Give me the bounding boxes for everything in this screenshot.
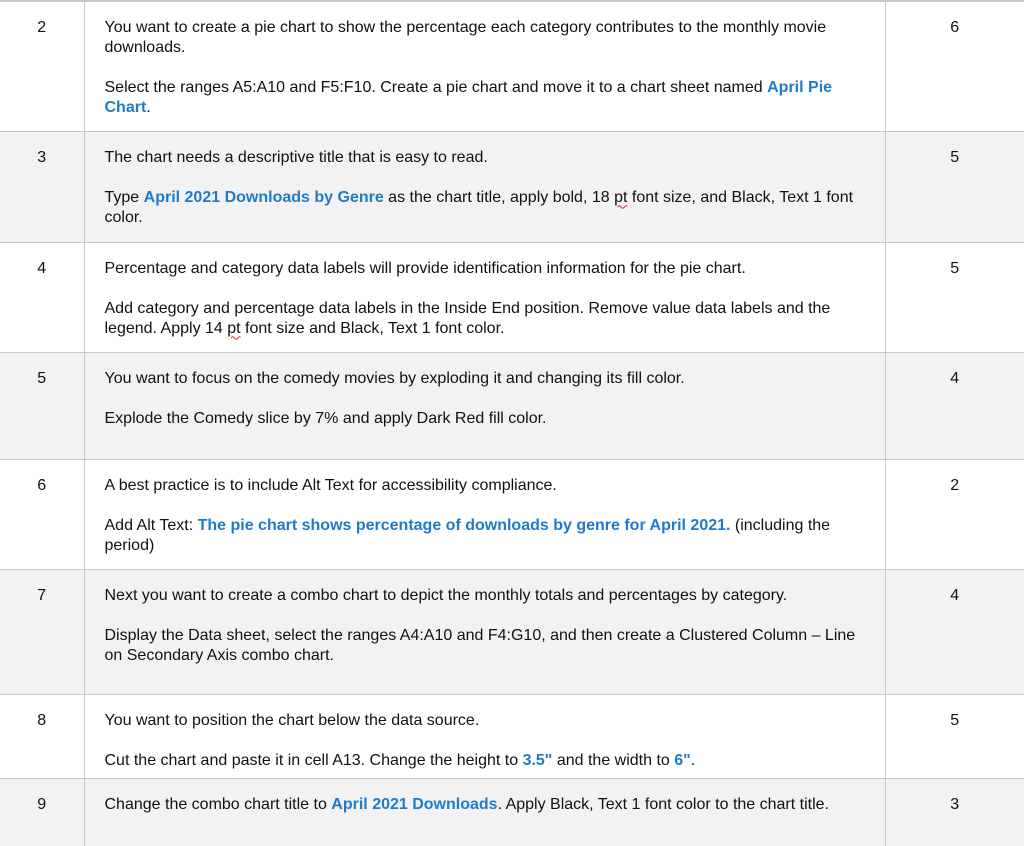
instruction-text: Add Alt Text: [104,516,198,534]
step-row-5 [0,352,1024,459]
instruction-text: . [146,99,151,116]
step-description [84,778,885,846]
step-points: 5 [885,242,1024,352]
step-row-6 [0,459,1024,569]
step-description [84,569,885,694]
step-points: 3 [885,778,1024,846]
highlighted-term: April 2021 Downloads by Genre [143,188,384,206]
step-number: 8 [0,694,84,778]
step-row-7 [0,569,1024,694]
step-description [84,694,885,778]
step-row-4 [0,242,1024,352]
step-number: 2 [0,1,84,131]
instruction-text: font size, and Black, Text 1 font color. [104,188,854,226]
highlighted-term: April Pie Chart [104,79,833,116]
highlighted-term: 3.5" [522,751,553,769]
instruction-text: Add category and percentage data labels in the Inside End position. Remove value data labels and the legend. Apply 14 [104,299,831,337]
step-intro: Percentage and category data labels will provide identification information for the pie chart. [104,259,746,277]
step-intro: A best practice is to include Alt Text for accessibility compliance. [104,476,557,494]
step-row-3 [0,131,1024,242]
step-instruction [105,188,875,228]
highlighted-term: 6" [674,751,691,769]
step-points: 2 [885,459,1024,569]
step-instruction [105,516,875,556]
step-points: 5 [885,131,1024,242]
step-intro: You want to focus on the comedy movies by exploding it and changing its fill color. [104,369,685,387]
step-description [84,352,885,459]
instruction-text: and the width to [552,751,675,769]
step-description [84,459,885,569]
step-intro: The chart needs a descriptive title that is easy to read. [104,148,488,166]
step-number: 4 [0,242,84,352]
instruction-text: as the chart title, apply bold, 18 [383,188,615,206]
spellcheck-flagged-word: pt [227,319,241,337]
step-number: 6 [0,459,84,569]
step-points: 4 [885,569,1024,694]
spellcheck-flagged-word: pt [614,188,628,206]
step-description [84,1,885,131]
step-intro: You want to create a pie chart to show the percentage each category contributes to the monthly movie downloads. [104,19,827,56]
step-intro [105,795,875,815]
instruction-text: (including the period) [104,516,831,554]
instruction-text: Change the combo chart title to [104,795,332,813]
highlighted-term: April 2021 Downloads [331,795,498,813]
instruction-text: font size and Black, Text 1 font color. [240,319,505,337]
step-number: 3 [0,131,84,242]
step-number: 7 [0,569,84,694]
highlighted-term: The pie chart shows percentage of downloads by genre for April 2021. [197,516,731,534]
step-row-8 [0,694,1024,778]
instruction-text: Select the ranges A5:A10 and F5:F10. Create a pie chart and move it to a chart sheet named [104,79,768,96]
step-instruction: Display the Data sheet, select the ranges A4:A10 and F4:G10, and then create a Clustered Column – Line on Secondary Axis combo chart. [104,626,856,664]
step-instruction [105,299,875,339]
step-instruction: Explode the Comedy slice by 7% and apply Dark Red fill color. [104,409,547,427]
step-points: 5 [885,694,1024,778]
step-instruction [105,751,875,771]
step-description [84,242,885,352]
instruction-text: . Apply Black, Text 1 font color to the chart title. [497,795,829,813]
instruction-text: Type [104,188,144,206]
step-number: 9 [0,778,84,846]
step-row-9 [0,778,1024,846]
step-instruction [105,78,875,118]
step-intro: Next you want to create a combo chart to depict the monthly totals and percentages by category. [104,586,788,604]
step-intro: You want to position the chart below the data source. [104,711,480,729]
step-number: 5 [0,352,84,459]
instruction-text: . [690,751,696,769]
step-points: 4 [885,352,1024,459]
step-points: 6 [885,1,1024,131]
step-description [84,131,885,242]
step-row-2 [0,1,1024,131]
instruction-text: Cut the chart and paste it in cell A13. Change the height to [104,751,523,769]
